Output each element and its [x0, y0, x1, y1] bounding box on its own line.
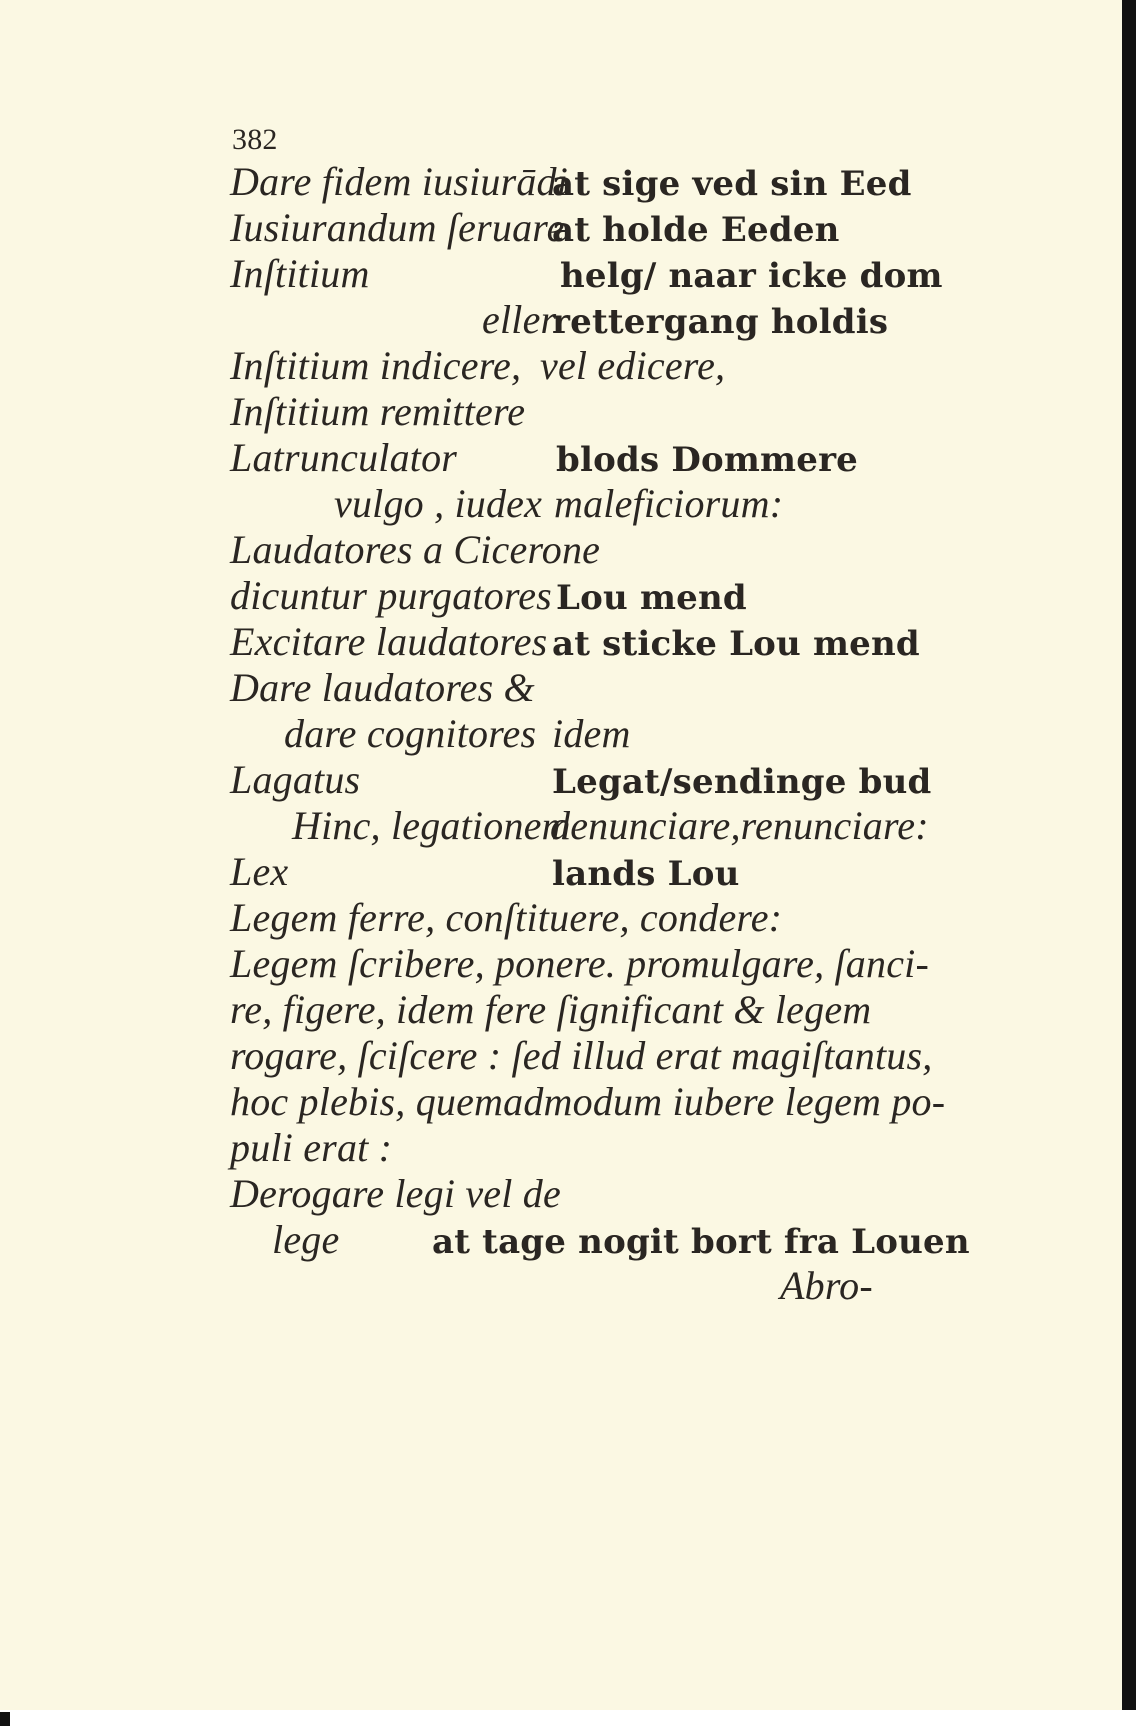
text-line: Dare laudatores &: [230, 665, 535, 710]
text-line: rettergang holdis: [552, 302, 889, 342]
text-line: Laudatores a Cicerone: [230, 527, 601, 572]
text-line: at tage nogit bort fra Louen: [432, 1222, 970, 1262]
text-line: dicuntur purgatores: [230, 573, 552, 618]
text-line: Iusiurandum ſeruare: [230, 205, 565, 250]
text-line: Latrunculator: [230, 435, 458, 480]
text-line: Legem ſcribere, ponere. promulgare, ſanci-: [230, 941, 929, 986]
text-line: denunciare,renunciare:: [550, 803, 929, 848]
text-line: Inſtitium indicere,: [230, 343, 522, 388]
text-line: helg/ naar icke dom: [560, 256, 943, 296]
text-line: rogare, ſciſcere : ſed illud erat magiſtantus,: [230, 1033, 933, 1078]
text-line: Lagatus: [230, 757, 361, 802]
text-line: Lou mend: [556, 578, 747, 618]
text-line: Excitare laudatores: [230, 619, 548, 664]
text-line: Lex: [230, 849, 289, 894]
text-line: Legat/sendinge bud: [552, 762, 932, 802]
text-line: Legem ferre, conſtituere, condere:: [230, 895, 783, 940]
text-line: lands Lou: [552, 854, 740, 894]
text-line: at holde Eeden: [552, 210, 840, 250]
text-line: idem: [552, 711, 631, 756]
text-line: Inſtitium: [230, 251, 370, 296]
text-line: lege: [272, 1217, 340, 1262]
text-line: re, figere, idem fere ſignificant & legem: [230, 987, 872, 1032]
text-line: hoc plebis, quemadmodum iubere legem po-: [230, 1079, 946, 1124]
text-line: at sige ved sin Eed: [552, 164, 912, 204]
scan-edge-right: [1122, 0, 1136, 1726]
text-line: Dare fidem iusiurādi: [230, 159, 569, 204]
text-line: puli erat :: [230, 1125, 393, 1170]
text-line: Hinc, legationem: [292, 803, 571, 848]
text-line: blods Dommere: [556, 440, 859, 480]
scan-edge-corner: [0, 1712, 10, 1726]
page-number: 382: [232, 123, 278, 156]
text-line: eller: [482, 297, 557, 342]
text-line: dare cognitores: [284, 711, 537, 756]
text-line: maleficiorum:: [554, 481, 784, 526]
text-line: at sticke Lou mend: [552, 624, 920, 664]
text-line: Derogare legi vel de: [230, 1171, 561, 1216]
text-line: vel edicere,: [540, 343, 726, 388]
scan-edge-bottom: [0, 1710, 1136, 1726]
text-line: Inſtitium remittere: [230, 389, 526, 434]
text-line: Abro-: [780, 1263, 873, 1308]
text-line: vulgo , iudex: [334, 481, 543, 526]
